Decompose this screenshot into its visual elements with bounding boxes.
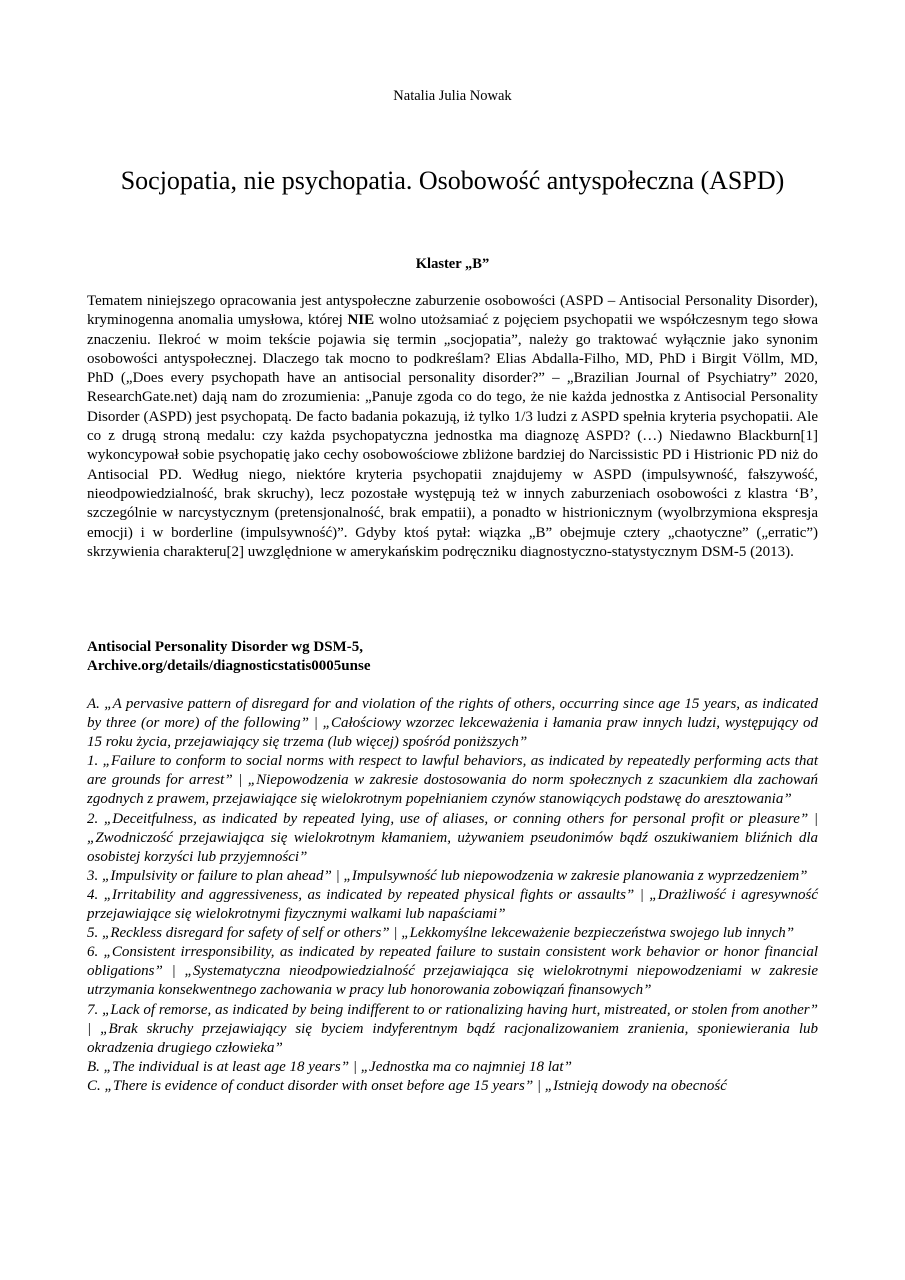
criterion-7: 7. „Lack of remorse, as indicated by being indifferent to or rationalizing having hurt, mistreated, or stolen from another” | „Brak skruchy przejawiający się byciem indyferentnym bądź racjonalizowaniem zranienia, sponiewierania lub okradzenia drugiego człowieka” (87, 1001, 818, 1056)
criteria-heading-line-2: Archive.org/details/diagnosticstatis0005unse (87, 658, 371, 674)
criterion-1: 1. „Failure to conform to social norms with respect to lawful behaviors, as indicated by repeatedly performing acts that are grounds for arrest” | „Niepowodzenia w zakresie dostosowania do norm społecznych z szacunkiem dla zachowań zgodnych z prawem, przejawiające się wielokrotnym popełnianiem czynów stanowiących podstawę do aresztowania” (87, 753, 818, 808)
intro-emphasis: NIE (347, 312, 375, 329)
criterion-a: A. „A pervasive pattern of disregard for and violation of the rights of others, occurring since age 15 years, as indicated by three (or more) of the following” | „Całościowy wzorzec lekceważenia i łamania praw innych ludzi, występujący od 15 roku życia, przejawiający się trzema (lub więcej) spośród poniższych” (87, 696, 818, 751)
criteria-heading-line-1: Antisocial Personality Disorder wg DSM-5, (87, 639, 363, 655)
document-title: Socjopatia, nie psychopatia. Osobowość antyspołeczna (ASPD) (120, 166, 785, 195)
criteria-list (87, 695, 818, 1096)
criterion-4: 4. „Irritability and aggressiveness, as indicated by repeated physical fights or assaults” | „Drażliwość i agresywność przejawiające się wielokrotnymi fizycznymi walkami lub napaściami” (87, 886, 818, 923)
criterion-6: 6. „Consistent irresponsibility, as indicated by repeated failure to sustain consistent work behavior or honor financial obligations” | „Systematyczna nieodpowiedzialność przejawiająca się wielokrotnymi niepowodzeniami w zakresie utrzymania konsekwentnego zachowania w pracy lub honorowania zobowiązań finansowych” (87, 944, 818, 999)
criterion-b: B. „The individual is at least age 18 years” | „Jednostka ma co najmniej 18 lat” (87, 1058, 572, 1075)
criterion-c: C. „There is evidence of conduct disorder with onset before age 15 years” | „Istnieją dowody na obecność (87, 1077, 727, 1094)
section-subtitle: Klaster „B” (415, 256, 490, 272)
intro-text-part-1: Tematem niniejszego opracowania jest antyspołeczne zaburzenie osobowości (ASPD – Antisocial Personality Disorder), kryminogenna anomalia umysłowa, której (87, 293, 818, 329)
criterion-5: 5. „Reckless disregard for safety of self or others” | „Lekkomyślne lekceważenie bezpieczeństwa swojego lub innych” (87, 925, 795, 942)
intro-paragraph (87, 292, 818, 562)
criterion-3: 3. „Impulsivity or failure to plan ahead” | „Impulsywność lub niepowodzenia w zakresie planowania z wyprzedzeniem” (87, 867, 808, 884)
intro-text-part-2: wolno utożsamiać z pojęciem psychopatii we współczesnym tego słowa znaczeniu. Ilekroć w moim tekście pojawia się termin „socjopatia”, należy go traktować wyłącznie jako synonim osobowości antyspołecznej. Dlaczego tak mocno to podkreślam? Elias Abdalla-Filho, MD, PhD i Birgit Völlm, MD, PhD („Does every psychopath have an antisocial personality disorder?” – „Brazilian Journal of Psychiatry” 2020, ResearchGate.net) dają nam do zrozumienia: „Panuje zgoda co do tego, że nie każda jednostka z Antisocial Personality Disorder (ASPD) jest psychopatą. De facto badania pokazują, iż tylko 1/3 ludzi z ASPD spełnia kryteria psychopatii. Ale co z drugą stroną medalu: czy każda psychopatyczna jednostka ma diagnozę ASPD? (…) Niedawno Blackburn[1] wykoncypował sobie psychopatię jako cechy osobowościowe zbliżone bardziej do Narcissistic PD i Histrionic PD niż do Antisocial PD. Według niego, niektóre kryteria psychopatii znajdujemy w ASPD (impulsywność, fałszywość, nieodpowiedzialność, brak skruchy), lecz pozostałe występują też w innych zaburzeniach osobowości z klastra ‘B’, szczególnie w narcystycznym (pretensjonalność, brak empatii), a ponadto w histrionicznym (wyolbrzymiona ekspresja emocji) i w borderline (impulsywność)”. Gdyby ktoś pytał: wiązka „B” obejmuje cztery „chaotyczne” („erratic”) skrzywienia charakteru[2] uwzględnione w amerykańskim podręczniku diagnostyczno-statystycznym DSM-5 (2013). (87, 312, 818, 560)
criteria-heading (87, 638, 818, 676)
author-name: Natalia Julia Nowak (393, 88, 512, 104)
criterion-2: 2. „Deceitfulness, as indicated by repeated lying, use of aliases, or conning others for personal profit or pleasure” | „Zwodniczość przejawiająca się wielokrotnym kłamaniem, używaniem pseudonimów bądź oszukiwaniem bliźnich dla osobistej korzyści lub przyjemności” (87, 810, 818, 865)
